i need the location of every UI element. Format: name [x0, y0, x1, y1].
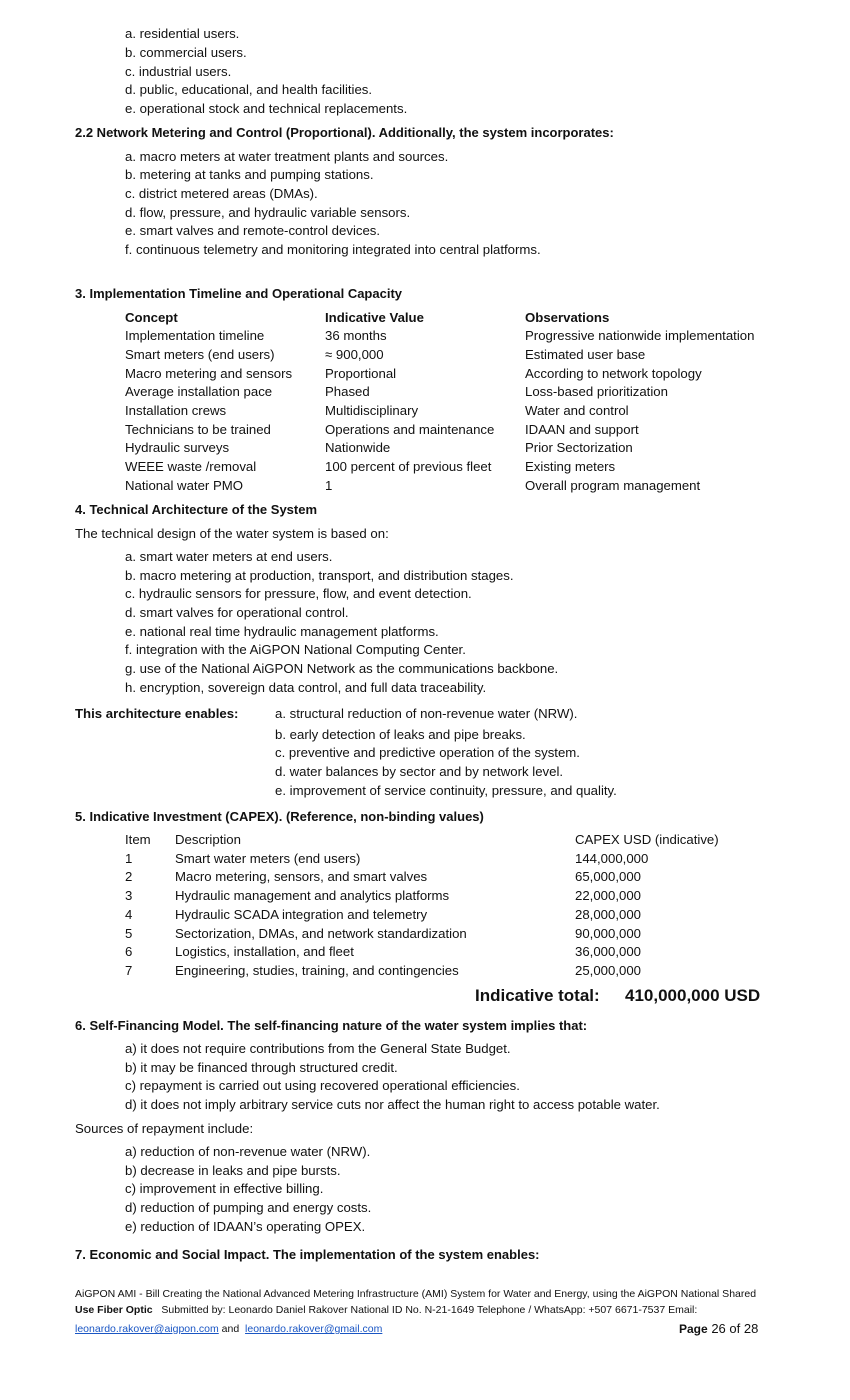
table-cell: Installation crews [125, 403, 227, 418]
email-link-aigpon[interactable]: leonardo.rakover@aigpon.com [75, 1323, 219, 1335]
list-item: d. public, educational, and health facilities. [125, 82, 373, 97]
table-cell: Phased [325, 384, 370, 399]
list-item: f. integration with the AiGPON National Computing Center. [125, 642, 466, 657]
section-heading-7: 7. Economic and Social Impact. The implementation of the system enables: [75, 1247, 540, 1262]
section-heading-6: 6. Self-Financing Model. The self-financing nature of the water system implies that: [75, 1018, 588, 1033]
list-item: h. encryption, sovereign data control, and full data traceability. [125, 680, 487, 695]
table-cell: 7 [125, 963, 133, 978]
table-cell: 4 [125, 907, 133, 922]
list-item: a. macro meters at water treatment plants and sources. [125, 149, 449, 164]
table-cell: Overall program management [525, 478, 701, 493]
table-cell: Progressive nationwide implementation [525, 328, 755, 343]
section-heading-3: 3. Implementation Timeline and Operational Capacity [75, 286, 403, 301]
page-count: 26 of 28 [711, 1321, 759, 1336]
list-item: d) reduction of pumping and energy costs. [125, 1200, 372, 1215]
list-item: d. smart valves for operational control. [125, 605, 349, 620]
table-cell: Smart meters (end users) [125, 347, 275, 362]
footer-submitted-by: Submitted by: Leonardo Daniel Rakover National ID No. N-21-1649 Telephone / WhatsApp: +507 6671-7537 Email: [161, 1304, 698, 1316]
list-item: c) improvement in effective billing. [125, 1181, 324, 1196]
table-cell: 25,000,000 [575, 963, 642, 978]
list-item: a. residential users. [125, 26, 240, 41]
table-cell: 22,000,000 [575, 888, 642, 903]
table-cell: According to network topology [525, 366, 702, 381]
footer-and: and [221, 1323, 240, 1335]
list-item: c. hydraulic sensors for pressure, flow, and event detection. [125, 586, 472, 601]
footer-submitted-line [75, 1304, 697, 1316]
list-item: c. industrial users. [125, 64, 232, 79]
table-cell: 36 months [325, 328, 387, 343]
column-header: Concept [125, 310, 178, 325]
list-item: g. use of the National AiGPON Network as the communications backbone. [125, 661, 559, 676]
footer-emails [75, 1323, 382, 1335]
table-cell: 6 [125, 944, 133, 959]
column-header: Item [125, 832, 151, 847]
table-cell: Nationwide [325, 440, 391, 455]
list-item: b) it may be financed through structured credit. [125, 1060, 398, 1075]
table-cell: Loss-based prioritization [525, 384, 668, 399]
page-label: Page [679, 1322, 708, 1336]
table-cell: Hydraulic SCADA integration and telemetry [175, 907, 428, 922]
table-cell: 2 [125, 869, 133, 884]
footer-title-continued: Use Fiber Optic [75, 1304, 153, 1316]
table-cell: Hydraulic management and analytics platforms [175, 888, 450, 903]
list-item: a. smart water meters at end users. [125, 549, 333, 564]
table-cell: IDAAN and support [525, 422, 639, 437]
list-item: a. structural reduction of non-revenue water (NRW). [275, 706, 578, 721]
list-item: e. improvement of service continuity, pressure, and quality. [275, 783, 617, 798]
table-cell: Estimated user base [525, 347, 646, 362]
table-cell: 90,000,000 [575, 926, 642, 941]
table-cell: 5 [125, 926, 133, 941]
list-item: b. macro metering at production, transport, and distribution stages. [125, 568, 514, 583]
table-cell: Technicians to be trained [125, 422, 271, 437]
table-cell: Sectorization, DMAs, and network standardization [175, 926, 467, 941]
table-cell: 36,000,000 [575, 944, 642, 959]
table-cell: Macro metering and sensors [125, 366, 293, 381]
list-item: d. water balances by sector and by network level. [275, 764, 564, 779]
section-heading-5: 5. Indicative Investment (CAPEX). (Reference, non-binding values) [75, 809, 484, 824]
table-cell: Logistics, installation, and fleet [175, 944, 354, 959]
table-cell: Average installation pace [125, 384, 273, 399]
list-item: a) it does not require contributions from the General State Budget. [125, 1041, 511, 1056]
list-item: c. preventive and predictive operation of the system. [275, 745, 580, 760]
table-cell: Operations and maintenance [325, 422, 495, 437]
list-item: f. continuous telemetry and monitoring integrated into central platforms. [125, 242, 541, 257]
list-item: e. national real time hydraulic management platforms. [125, 624, 439, 639]
capex-total-value: 410,000,000 USD [625, 986, 761, 1005]
table-cell: 3 [125, 888, 133, 903]
capex-total-label: Indicative total: [475, 986, 600, 1005]
list-item: e. operational stock and technical replacements. [125, 101, 408, 116]
list-item: d) it does not imply arbitrary service cuts nor affect the human right to access potable water. [125, 1097, 660, 1112]
table-cell: 65,000,000 [575, 869, 642, 884]
column-header: Indicative Value [325, 310, 424, 325]
table-cell: Water and control [525, 403, 629, 418]
table-cell: Macro metering, sensors, and smart valves [175, 869, 428, 884]
table-cell: 100 percent of previous fleet [325, 459, 492, 474]
page-number [679, 1321, 758, 1336]
repayment-sources-intro: Sources of repayment include: [75, 1121, 254, 1136]
table-cell: National water PMO [125, 478, 243, 493]
email-link-gmail[interactable]: leonardo.rakover@gmail.com [245, 1323, 383, 1335]
table-cell: 28,000,000 [575, 907, 642, 922]
table-cell: Smart water meters (end users) [175, 851, 361, 866]
list-item: b. commercial users. [125, 45, 247, 60]
list-item: e. smart valves and remote-control devices. [125, 223, 381, 238]
enables-label: This architecture enables: [75, 706, 239, 721]
list-item: b. early detection of leaks and pipe breaks. [275, 727, 526, 742]
list-item: b) decrease in leaks and pipe bursts. [125, 1163, 341, 1178]
list-item: b. metering at tanks and pumping stations. [125, 167, 374, 182]
column-header: Observations [525, 310, 610, 325]
list-item: c. district metered areas (DMAs). [125, 186, 318, 201]
table-cell: 144,000,000 [575, 851, 649, 866]
table-cell: WEEE waste /removal [125, 459, 257, 474]
table-cell: Engineering, studies, training, and contingencies [175, 963, 459, 978]
table-cell: Proportional [325, 366, 397, 381]
table-cell: Multidisciplinary [325, 403, 419, 418]
section-4-intro: The technical design of the water system is based on: [75, 526, 389, 541]
table-cell: Existing meters [525, 459, 616, 474]
list-item: e) reduction of IDAAN’s operating OPEX. [125, 1219, 366, 1234]
table-cell: ≈ 900,000 [325, 347, 384, 362]
list-item: a) reduction of non-revenue water (NRW). [125, 1144, 371, 1159]
column-header: Description [175, 832, 241, 847]
section-heading-2-2: 2.2 Network Metering and Control (Proportional). Additionally, the system incorporates: [75, 125, 614, 140]
section-heading-4: 4. Technical Architecture of the System [75, 502, 318, 517]
table-cell: Prior Sectorization [525, 440, 633, 455]
table-cell: 1 [125, 851, 133, 866]
list-item: c) repayment is carried out using recovered operational efficiencies. [125, 1078, 520, 1093]
table-cell: Hydraulic surveys [125, 440, 230, 455]
table-cell: 1 [325, 478, 333, 493]
footer-title: AiGPON AMI - Bill Creating the National Advanced Metering Infrastructure (AMI) System for Water and Energy, using the AiGPON National Shared [75, 1288, 757, 1300]
list-item: d. flow, pressure, and hydraulic variable sensors. [125, 205, 411, 220]
table-cell: Implementation timeline [125, 328, 265, 343]
column-header: CAPEX USD (indicative) [575, 832, 719, 847]
